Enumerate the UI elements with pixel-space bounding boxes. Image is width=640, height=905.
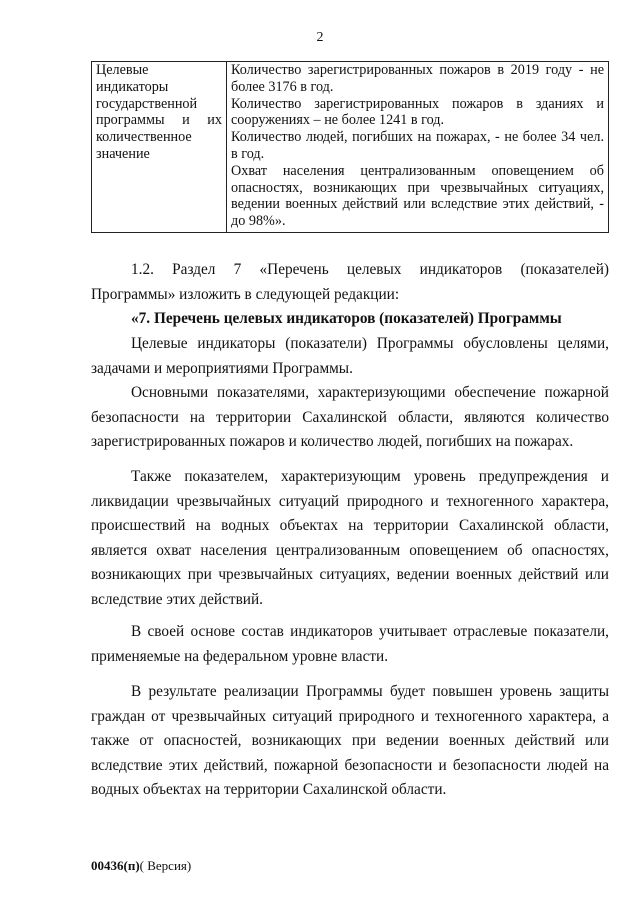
indicator-warning-coverage: Охват населения централизованным оповещением об опасностях, возникающих при чрезвычайных ситуациях, ведении военных действий или вследствие этих действий, - до 98%». <box>231 162 604 230</box>
indicator-fire-deaths: Количество людей, погибших на пожарах, - не более 34 чел. в год. <box>231 129 604 162</box>
document-footer <box>91 858 191 874</box>
indicators-label-cell <box>92 62 227 233</box>
document-version: ( Версия) <box>139 858 192 873</box>
table-row <box>92 62 609 233</box>
paragraph-warning-coverage: Также показателем, характеризующим уровень предупреждения и ликвидации чрезвычайных ситуаций природного и техногенного характера, происшествий на водных объектах на территории Сахалинской области, является охват населения централизованным оповещением об опасностях, возникающих при чрезвычайных ситуациях, ведении военных действий или вследствие этих действий. <box>91 468 609 608</box>
page-number: 2 <box>316 30 324 45</box>
section-amendment-paragraph: 1.2. Раздел 7 «Перечень целевых индикаторов (показателей) Программы» изложить в следующей редакции: <box>91 261 609 303</box>
paragraph-results: В результате реализации Программы будет повышен уровень защиты граждан от чрезвычайных ситуаций природного и техногенного характера, а также от опасностей, возникающих при ведении военных действий или вследствие этих действий, пожарной безопасности и безопасности людей на водных объектах на территории Сахалинской области. <box>91 683 609 798</box>
indicators-values-cell <box>227 62 609 233</box>
paragraph-goals: Целевые индикаторы (показатели) Программы обусловлены целями, задачами и мероприятиями Программы. <box>91 335 609 377</box>
document-code: 00436(п) <box>91 858 140 873</box>
paragraph-fire-safety: Основными показателями, характеризующими обеспечение пожарной безопасности на территории Сахалинской области, являются количество зарегистрированных пожаров и количество людей, погибших на пожарах. <box>91 384 609 450</box>
indicators-label: Целевые индикаторы государственной программы и их количественное значение <box>96 62 222 162</box>
paragraph-federal-indicators: В своей основе состав индикаторов учитывает отраслевые показатели, применяемые на федеральном уровне власти. <box>91 623 609 665</box>
indicator-fires-total: Количество зарегистрированных пожаров в 2019 году - не более 3176 в год. <box>231 62 604 95</box>
indicator-fires-buildings: Количество зарегистрированных пожаров в зданиях и сооружениях – не более 1241 в год. <box>231 95 604 129</box>
section-heading: «7. Перечень целевых индикаторов (показателей) Программы <box>131 310 562 327</box>
indicators-table <box>91 61 609 233</box>
